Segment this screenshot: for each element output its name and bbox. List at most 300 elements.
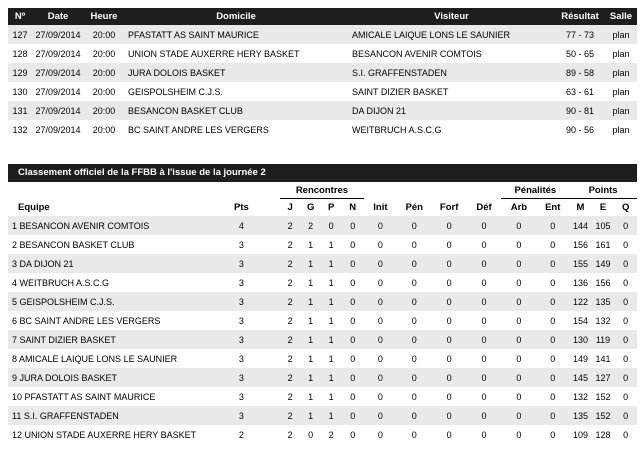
match-num: 128 (8, 44, 32, 63)
standings-n: 0 (341, 292, 364, 311)
standings-init: 0 (364, 387, 397, 406)
standings-j: 2 (280, 216, 301, 235)
standings-q: 0 (614, 406, 637, 425)
match-row (8, 120, 637, 139)
standings-arb: 0 (501, 292, 536, 311)
match-score: 77 - 73 (555, 25, 605, 44)
standings-m: 132 (569, 387, 592, 406)
standings-init: 0 (364, 311, 397, 330)
standings-g: 1 (300, 311, 321, 330)
standings-m: 149 (569, 349, 592, 368)
standings-q: 0 (614, 254, 637, 273)
standings-team-cell (8, 216, 203, 235)
col-header-def: Déf (467, 199, 502, 217)
standings-team-cell (8, 330, 203, 349)
match-time: 20:00 (84, 120, 124, 139)
standings-g: 1 (300, 273, 321, 292)
match-home-team: GEISPOLSHEIM C.J.S. (124, 82, 348, 101)
col-header-arb: Arb (501, 199, 536, 217)
standings-n: 0 (341, 216, 364, 235)
standings-pen: 0 (397, 368, 432, 387)
standings-rank: 8 (12, 353, 18, 364)
standings-e: 161 (592, 235, 615, 254)
standings-m: 109 (569, 425, 592, 444)
standings-arb: 0 (501, 406, 536, 425)
standings-e: 156 (592, 273, 615, 292)
standings-team-name: GEISPOLSHEIM C.J.S. (19, 296, 115, 307)
standings-arb: 0 (501, 387, 536, 406)
standings-row (8, 349, 637, 368)
standings-team-name: BESANCON AVENIR COMTOIS (19, 220, 150, 231)
standings-init: 0 (364, 216, 397, 235)
standings-j: 2 (280, 387, 301, 406)
standings-rank: 5 (12, 296, 18, 307)
col-header-equipe-label: Equipe (8, 199, 203, 217)
standings-p: 1 (321, 254, 342, 273)
match-time: 20:00 (84, 44, 124, 63)
standings-n: 0 (341, 273, 364, 292)
standings-ent: 0 (536, 311, 569, 330)
match-away-team: WEITBRUCH A.S.C.G (348, 120, 555, 139)
standings-row (8, 235, 637, 254)
standings-team-name: BC SAINT ANDRE LES VERGERS (19, 315, 161, 326)
standings-p: 1 (321, 330, 342, 349)
group-header-points: Points (569, 182, 637, 199)
standings-q: 0 (614, 368, 637, 387)
standings-row (8, 292, 637, 311)
standings-forf: 0 (432, 292, 467, 311)
standings-ent: 0 (536, 406, 569, 425)
standings-arb: 0 (501, 216, 536, 235)
col-header-g: G (300, 199, 321, 217)
col-header-salle: Salle (605, 8, 637, 25)
standings-ent: 0 (536, 368, 569, 387)
standings-m: 144 (569, 216, 592, 235)
standings-rank: 1 (12, 220, 18, 231)
standings-arb: 0 (501, 368, 536, 387)
standings-rank: 10 (12, 391, 23, 402)
match-away-team: BESANCON AVENIR COMTOIS (348, 44, 555, 63)
standings-pts: 3 (203, 273, 280, 292)
standings-pen: 0 (397, 311, 432, 330)
standings-body (8, 216, 637, 444)
standings-team-cell (8, 387, 203, 406)
standings-p: 1 (321, 311, 342, 330)
standings-arb: 0 (501, 273, 536, 292)
standings-j: 2 (280, 311, 301, 330)
match-venue-link[interactable]: plan (605, 25, 637, 44)
standings-rank: 9 (12, 372, 18, 383)
standings-g: 0 (300, 425, 321, 444)
match-venue-link[interactable]: plan (605, 120, 637, 139)
standings-g: 1 (300, 330, 321, 349)
standings-pts: 4 (203, 216, 280, 235)
standings-j: 2 (280, 368, 301, 387)
standings-p: 2 (321, 425, 342, 444)
standings-team-cell (8, 292, 203, 311)
standings-rank: 12 (12, 429, 23, 440)
results-page (8, 8, 637, 444)
standings-table (8, 182, 637, 444)
standings-row (8, 330, 637, 349)
group-header-rencontres: Rencontres (280, 182, 364, 199)
standings-arb: 0 (501, 349, 536, 368)
standings-def: 0 (467, 387, 502, 406)
standings-ent: 0 (536, 425, 569, 444)
standings-forf: 0 (432, 368, 467, 387)
standings-q: 0 (614, 330, 637, 349)
match-home-team: PFASTATT AS SAINT MAURICE (124, 25, 348, 44)
standings-pen: 0 (397, 235, 432, 254)
standings-q: 0 (614, 387, 637, 406)
col-header-domicile: Domicile (124, 8, 348, 25)
standings-pts: 3 (203, 349, 280, 368)
standings-init: 0 (364, 425, 397, 444)
standings-def: 0 (467, 330, 502, 349)
standings-rank: 6 (12, 315, 18, 326)
standings-e: 105 (592, 216, 615, 235)
standings-e: 128 (592, 425, 615, 444)
standings-rank: 7 (12, 334, 18, 345)
match-venue-link[interactable]: plan (605, 63, 637, 82)
match-home-team: BC SAINT ANDRE LES VERGERS (124, 120, 348, 139)
standings-m: 154 (569, 311, 592, 330)
standings-team-cell (8, 406, 203, 425)
match-date: 27/09/2014 (32, 120, 84, 139)
standings-p: 1 (321, 292, 342, 311)
standings-init: 0 (364, 273, 397, 292)
col-header-heure: Heure (84, 8, 124, 25)
match-venue-link[interactable]: plan (605, 44, 637, 63)
matches-table (8, 8, 637, 139)
standings-team-cell (8, 349, 203, 368)
standings-column-header-row (8, 199, 637, 217)
standings-n: 0 (341, 254, 364, 273)
standings-j: 2 (280, 254, 301, 273)
standings-pen: 0 (397, 406, 432, 425)
standings-arb: 0 (501, 330, 536, 349)
col-header-n: N (341, 199, 364, 217)
col-header-init: Init (364, 199, 397, 217)
standings-arb: 0 (501, 254, 536, 273)
standings-row (8, 273, 637, 292)
standings-pen: 0 (397, 273, 432, 292)
standings-j: 2 (280, 330, 301, 349)
standings-ent: 0 (536, 273, 569, 292)
match-venue-link[interactable]: plan (605, 82, 637, 101)
standings-q: 0 (614, 216, 637, 235)
standings-row (8, 216, 637, 235)
match-num: 130 (8, 82, 32, 101)
standings-row (8, 387, 637, 406)
match-row (8, 25, 637, 44)
standings-arb: 0 (501, 235, 536, 254)
standings-n: 0 (341, 235, 364, 254)
standings-pen: 0 (397, 387, 432, 406)
standings-team-name: WEITBRUCH A.S.C.G (19, 277, 110, 288)
standings-e: 152 (592, 406, 615, 425)
standings-team-name: BESANCON BASKET CLUB (19, 239, 135, 250)
standings-p: 1 (321, 235, 342, 254)
standings-def: 0 (467, 349, 502, 368)
standings-q: 0 (614, 349, 637, 368)
match-score: 89 - 58 (555, 63, 605, 82)
standings-team-cell (8, 368, 203, 387)
standings-pts: 3 (203, 368, 280, 387)
col-header-q: Q (614, 199, 637, 217)
standings-m: 145 (569, 368, 592, 387)
standings-arb: 0 (501, 425, 536, 444)
standings-q: 0 (614, 311, 637, 330)
standings-pen: 0 (397, 254, 432, 273)
standings-p: 1 (321, 406, 342, 425)
match-num: 129 (8, 63, 32, 82)
standings-j: 2 (280, 425, 301, 444)
standings-q: 0 (614, 425, 637, 444)
standings-pts: 2 (203, 425, 280, 444)
standings-g: 1 (300, 387, 321, 406)
col-header-p: P (321, 199, 342, 217)
standings-forf: 0 (432, 235, 467, 254)
standings-q: 0 (614, 273, 637, 292)
standings-def: 0 (467, 368, 502, 387)
standings-ent: 0 (536, 292, 569, 311)
col-header-visiteur: Visiteur (348, 8, 555, 25)
col-header-pts: Pts (203, 199, 280, 217)
standings-team-cell (8, 273, 203, 292)
standings-e: 132 (592, 311, 615, 330)
standings-m: 136 (569, 273, 592, 292)
standings-init: 0 (364, 292, 397, 311)
match-row (8, 63, 637, 82)
standings-team-name: AMICALE LAIQUE LONS LE SAUNIER (19, 353, 178, 364)
match-venue-link[interactable]: plan (605, 101, 637, 120)
standings-forf: 0 (432, 406, 467, 425)
standings-init: 0 (364, 235, 397, 254)
standings-init: 0 (364, 368, 397, 387)
standings-row (8, 425, 637, 444)
standings-init: 0 (364, 406, 397, 425)
standings-n: 0 (341, 387, 364, 406)
group-spacer (203, 182, 280, 199)
match-num: 131 (8, 101, 32, 120)
standings-j: 2 (280, 292, 301, 311)
standings-def: 0 (467, 216, 502, 235)
standings-forf: 0 (432, 349, 467, 368)
standings-rank: 2 (12, 239, 18, 250)
match-score: 50 - 65 (555, 44, 605, 63)
standings-row (8, 311, 637, 330)
standings-row (8, 254, 637, 273)
col-header-equipe (8, 182, 203, 199)
match-score: 63 - 61 (555, 82, 605, 101)
standings-n: 0 (341, 368, 364, 387)
standings-forf: 0 (432, 216, 467, 235)
match-row (8, 44, 637, 63)
standings-j: 2 (280, 235, 301, 254)
standings-m: 130 (569, 330, 592, 349)
standings-forf: 0 (432, 387, 467, 406)
standings-j: 2 (280, 273, 301, 292)
standings-pen: 0 (397, 292, 432, 311)
standings-m: 155 (569, 254, 592, 273)
standings-pen: 0 (397, 330, 432, 349)
standings-rank: 4 (12, 277, 18, 288)
standings-pen: 0 (397, 349, 432, 368)
matches-header-row (8, 8, 637, 25)
standings-pts: 3 (203, 330, 280, 349)
standings-ent: 0 (536, 387, 569, 406)
standings-e: 135 (592, 292, 615, 311)
group-header-penalites: Pénalités (501, 182, 569, 199)
standings-team-cell (8, 425, 203, 444)
standings-m: 135 (569, 406, 592, 425)
standings-e: 141 (592, 349, 615, 368)
standings-p: 0 (321, 216, 342, 235)
standings-def: 0 (467, 254, 502, 273)
standings-team-name: UNION STADE AUXERRE HERY BASKET (24, 429, 197, 440)
match-date: 27/09/2014 (32, 25, 84, 44)
standings-q: 0 (614, 292, 637, 311)
standings-pen: 0 (397, 425, 432, 444)
standings-def: 0 (467, 273, 502, 292)
standings-j: 2 (280, 349, 301, 368)
match-time: 20:00 (84, 25, 124, 44)
standings-pts: 3 (203, 311, 280, 330)
standings-init: 0 (364, 254, 397, 273)
matches-body (8, 25, 637, 139)
standings-p: 1 (321, 273, 342, 292)
standings-n: 0 (341, 349, 364, 368)
standings-team-cell (8, 254, 203, 273)
standings-p: 1 (321, 387, 342, 406)
standings-def: 0 (467, 311, 502, 330)
col-header-ent: Ent (536, 199, 569, 217)
standings-pen: 0 (397, 216, 432, 235)
col-header-m: M (569, 199, 592, 217)
standings-m: 122 (569, 292, 592, 311)
standings-team-name: PFASTATT AS SAINT MAURICE (24, 391, 156, 402)
standings-e: 127 (592, 368, 615, 387)
match-away-team: DA DIJON 21 (348, 101, 555, 120)
standings-g: 1 (300, 235, 321, 254)
standings-forf: 0 (432, 273, 467, 292)
match-time: 20:00 (84, 101, 124, 120)
standings-rank: 3 (12, 258, 18, 269)
standings-forf: 0 (432, 254, 467, 273)
standings-pts: 3 (203, 235, 280, 254)
standings-n: 0 (341, 406, 364, 425)
standings-g: 2 (300, 216, 321, 235)
col-header-e: E (592, 199, 615, 217)
standings-g: 1 (300, 349, 321, 368)
standings-ent: 0 (536, 349, 569, 368)
standings-team-name: S.I. GRAFFENSTADEN (23, 410, 119, 421)
match-home-team: JURA DOLOIS BASKET (124, 63, 348, 82)
standings-init: 0 (364, 330, 397, 349)
match-away-team: S.I. GRAFFENSTADEN (348, 63, 555, 82)
standings-n: 0 (341, 330, 364, 349)
match-row (8, 101, 637, 120)
standings-j: 2 (280, 406, 301, 425)
match-score: 90 - 81 (555, 101, 605, 120)
match-num: 127 (8, 25, 32, 44)
col-header-resultat: Résultat (555, 8, 605, 25)
standings-row (8, 368, 637, 387)
standings-n: 0 (341, 311, 364, 330)
match-num: 132 (8, 120, 32, 139)
match-away-team: AMICALE LAIQUE LONS LE SAUNIER (348, 25, 555, 44)
match-time: 20:00 (84, 63, 124, 82)
standings-row (8, 406, 637, 425)
standings-team-name: JURA DOLOIS BASKET (19, 372, 118, 383)
standings-forf: 0 (432, 330, 467, 349)
standings-g: 1 (300, 406, 321, 425)
standings-e: 119 (592, 330, 615, 349)
standings-def: 0 (467, 406, 502, 425)
match-date: 27/09/2014 (32, 44, 84, 63)
col-header-forf: Forf (432, 199, 467, 217)
standings-pts: 3 (203, 406, 280, 425)
standings-ent: 0 (536, 330, 569, 349)
standings-init: 0 (364, 349, 397, 368)
match-date: 27/09/2014 (32, 63, 84, 82)
match-score: 90 - 56 (555, 120, 605, 139)
standings-title: Classement officiel de la FFBB à l'issue de la journée 2 (8, 164, 637, 182)
match-date: 27/09/2014 (32, 82, 84, 101)
standings-g: 1 (300, 254, 321, 273)
standings-ent: 0 (536, 216, 569, 235)
match-home-team: UNION STADE AUXERRE HERY BASKET (124, 44, 348, 63)
match-time: 20:00 (84, 82, 124, 101)
standings-g: 1 (300, 368, 321, 387)
match-away-team: SAINT DIZIER BASKET (348, 82, 555, 101)
standings-group-header-row (8, 182, 637, 199)
standings-g: 1 (300, 292, 321, 311)
match-home-team: BESANCON BASKET CLUB (124, 101, 348, 120)
standings-forf: 0 (432, 425, 467, 444)
standings-e: 152 (592, 387, 615, 406)
match-date: 27/09/2014 (32, 101, 84, 120)
standings-ent: 0 (536, 235, 569, 254)
standings-p: 1 (321, 349, 342, 368)
standings-arb: 0 (501, 311, 536, 330)
standings-q: 0 (614, 235, 637, 254)
standings-def: 0 (467, 425, 502, 444)
standings-pts: 3 (203, 254, 280, 273)
standings-team-name: DA DIJON 21 (19, 258, 74, 269)
standings-forf: 0 (432, 311, 467, 330)
col-header-pen: Pén (397, 199, 432, 217)
standings-e: 149 (592, 254, 615, 273)
match-row (8, 82, 637, 101)
standings-rank: 11 (12, 410, 22, 421)
standings-team-cell (8, 311, 203, 330)
standings-pts: 3 (203, 292, 280, 311)
col-header-j: J (280, 199, 301, 217)
standings-def: 0 (467, 292, 502, 311)
standings-ent: 0 (536, 254, 569, 273)
group-spacer (364, 182, 501, 199)
standings-team-name: SAINT DIZIER BASKET (19, 334, 116, 345)
standings-def: 0 (467, 235, 502, 254)
col-header-date: Date (32, 8, 84, 25)
standings-n: 0 (341, 425, 364, 444)
standings-m: 156 (569, 235, 592, 254)
standings-p: 1 (321, 368, 342, 387)
standings-team-cell (8, 235, 203, 254)
col-header-num: Nº (8, 8, 32, 25)
